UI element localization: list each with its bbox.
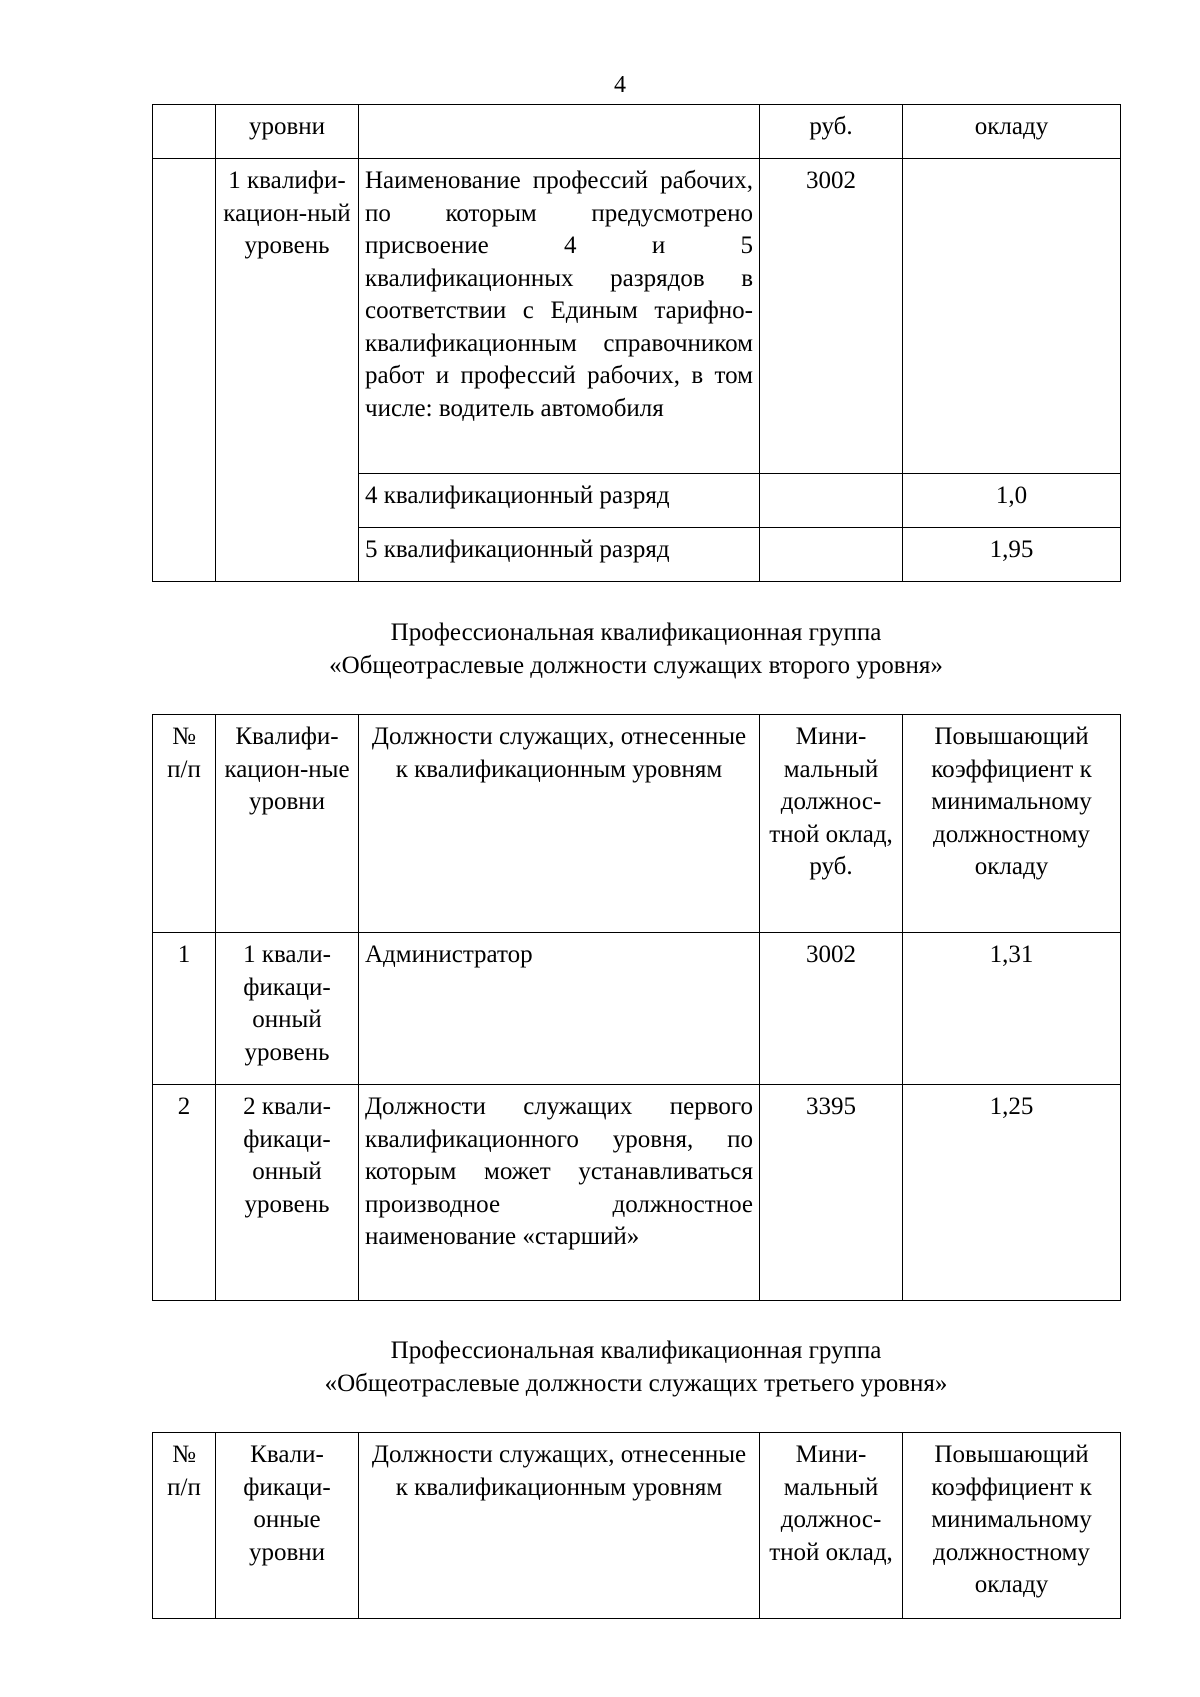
page-number: 4 xyxy=(614,72,626,98)
coef-cell: 1,95 xyxy=(903,528,1121,582)
coef-cell xyxy=(903,159,1121,474)
header-cell: руб. xyxy=(760,105,903,159)
coef-cell: 1,31 xyxy=(903,933,1121,1085)
position-cell: Наименование профессий рабочих, по которым предусмотрено присвоение 4 и 5 квалификационных разрядов в соответствии с Единым тарифно-квалификационным справочником работ и профессий рабочих, в том числе: водитель автомобиля xyxy=(359,159,760,474)
coef-cell: 1,0 xyxy=(903,474,1121,528)
salary-cell xyxy=(760,528,903,582)
group2-table xyxy=(152,714,1121,1301)
num-cell: 1 xyxy=(153,933,216,1085)
header-num: № п/п xyxy=(153,1433,216,1619)
table-row xyxy=(153,933,1121,1085)
salary-cell xyxy=(760,474,903,528)
salary-cell: 3395 xyxy=(760,1085,903,1301)
level-cell: 2 квали-фикаци-онный уровень xyxy=(216,1085,359,1301)
salary-cell: 3002 xyxy=(760,933,903,1085)
heading-line: Профессиональная квалификационная группа xyxy=(390,619,882,646)
level-cell: 1 квалифи-кацион-ный уровень xyxy=(216,159,359,582)
continuation-table xyxy=(152,104,1121,582)
heading-line: Профессиональная квалификационная группа xyxy=(390,1337,882,1364)
header-num: № п/п xyxy=(153,715,216,933)
num-cell: 2 xyxy=(153,1085,216,1301)
header-cell: уровни xyxy=(216,105,359,159)
header-level: Квалифи-кацион-ные уровни xyxy=(216,715,359,933)
table-header-row xyxy=(153,105,1121,159)
table-header-row xyxy=(153,715,1121,933)
header-cell xyxy=(359,105,760,159)
num-cell xyxy=(153,159,216,582)
table-row xyxy=(153,159,1121,474)
header-positions: Должности служащих, отнесенные к квалификационным уровням xyxy=(359,715,760,933)
header-cell: окладу xyxy=(903,105,1121,159)
header-coef: Повышающий коэффициент к минимальному должностному окладу xyxy=(903,1433,1121,1619)
section-heading xyxy=(152,1334,1120,1400)
header-positions: Должности служащих, отнесенные к квалификационным уровням xyxy=(359,1433,760,1619)
position-cell: 4 квалификационный разряд xyxy=(359,474,760,528)
salary-cell: 3002 xyxy=(760,159,903,474)
level-cell: 1 квали-фикаци-онный уровень xyxy=(216,933,359,1085)
position-cell: Администратор xyxy=(359,933,760,1085)
group3-table xyxy=(152,1432,1121,1619)
position-cell: Должности служащих первого квалификационного уровня, по которым может устанавливаться производное должностное наименование «старший» xyxy=(359,1085,760,1301)
header-coef: Повышающий коэффициент к минимальному должностному окладу xyxy=(903,715,1121,933)
header-cell xyxy=(153,105,216,159)
table-row xyxy=(153,1085,1121,1301)
section-heading xyxy=(152,616,1120,682)
coef-cell: 1,25 xyxy=(903,1085,1121,1301)
header-level: Квали-фикаци-онные уровни xyxy=(216,1433,359,1619)
header-salary: Мини-мальный должнос-тной оклад, xyxy=(760,1433,903,1619)
heading-line: «Общеотраслевые должности служащих третьего уровня» xyxy=(324,1370,948,1397)
position-cell: 5 квалификационный разряд xyxy=(359,528,760,582)
table-header-row xyxy=(153,1433,1121,1619)
heading-line: «Общеотраслевые должности служащих второго уровня» xyxy=(329,652,943,679)
header-salary: Мини-мальный должнос-тной оклад, руб. xyxy=(760,715,903,933)
